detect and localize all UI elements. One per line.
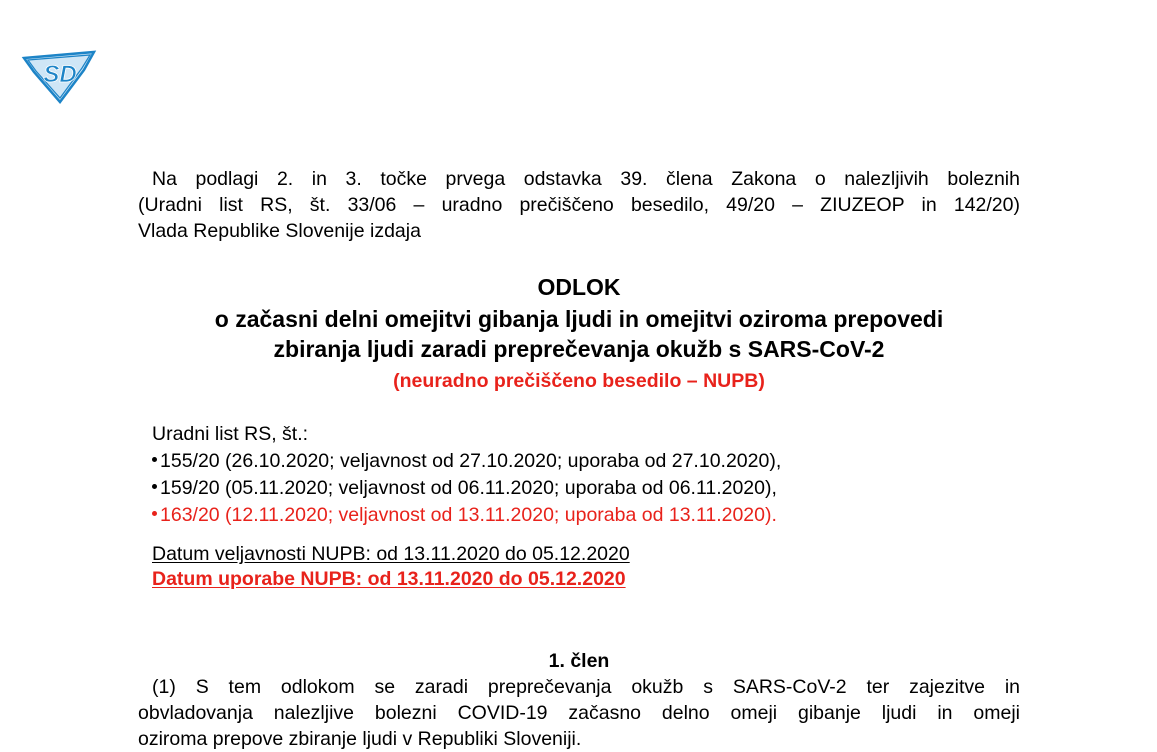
article-1-line-2: obvladovanja nalezljive bolezni COVID-19 začasno delno omeji gibanje ljudi in omeji [138, 702, 1020, 724]
article-1-line-1: (1) S tem odlokom se zaradi preprečevanja okužb s SARS-CoV-2 ter zajezitve in [152, 676, 1020, 698]
article-1-line-3: oziroma prepove zbiranje ljudi v Republiki Sloveniji. [138, 728, 582, 750]
preamble-line-2: (Uradni list RS, št. 33/06 – uradno prečiščeno besedilo, 49/20 – ZIUZEOP in 142/20) [138, 194, 1020, 216]
article-1-paragraph [138, 674, 1020, 752]
unofficial-text-note: (neuradno prečiščeno besedilo – NUPB) [393, 370, 765, 392]
bullet-icon [152, 511, 157, 516]
preamble-line-3: Vlada Republike Slovenije izdaja [138, 220, 421, 242]
validity-date: Datum veljavnosti NUPB: od 13.11.2020 do 05.12.2020 [152, 543, 630, 565]
preamble [138, 166, 1020, 244]
gazette-item: 155/20 (26.10.2020; veljavnost od 27.10.2020; uporaba od 27.10.2020), [152, 448, 781, 474]
document-title: ODLOK [537, 274, 621, 300]
article-heading: 1. člen [548, 650, 610, 672]
gazette-item: 159/20 (05.11.2020; veljavnost od 06.11.2020; uporaba od 06.11.2020), [152, 475, 777, 501]
document-subtitle-line-1: o začasni delni omejitvi gibanja ljudi in omejitvi oziroma prepovedi [214, 306, 944, 332]
sd-shield-logo-icon [20, 48, 98, 104]
logo-lettering: SD [43, 61, 77, 88]
bullet-icon [152, 484, 157, 489]
application-date: Datum uporabe NUPB: od 13.11.2020 do 05.12.2020 [152, 568, 626, 590]
gazette-item-highlighted: 163/20 (12.11.2020; veljavnost od 13.11.2020; uporaba od 13.11.2020). [152, 502, 777, 528]
bullet-icon [152, 457, 157, 462]
sd-logo [20, 48, 98, 104]
preamble-line-1: Na podlagi 2. in 3. točke prvega odstavka 39. člena Zakona o nalezljivih boleznih [152, 168, 1020, 190]
document-subtitle-line-2: zbiranja ljudi zaradi preprečevanja okužb s SARS-CoV-2 [273, 336, 885, 362]
gazette-label: Uradni list RS, št.: [152, 423, 309, 445]
